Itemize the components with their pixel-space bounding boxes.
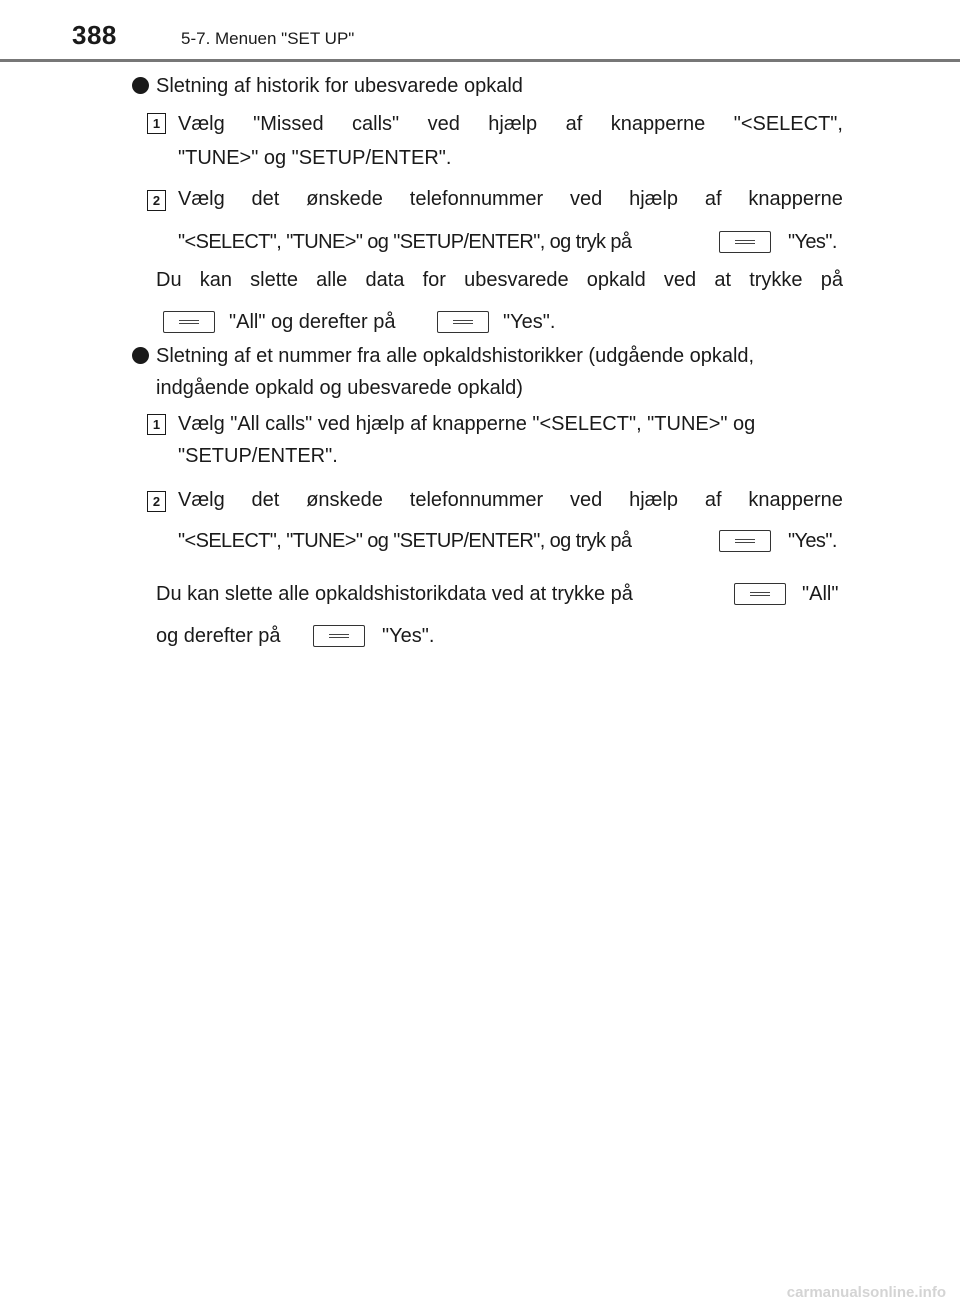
word: af — [704, 188, 722, 210]
word: Du — [156, 269, 182, 291]
word: Vælg — [178, 113, 225, 135]
note-line: "Yes". — [503, 311, 556, 333]
step-line — [178, 490, 843, 510]
note-line: "Yes". — [382, 625, 435, 647]
note-line: og derefter på — [156, 625, 281, 647]
step-line: "<SELECT", "TUNE>" og "SETUP/ENTER", og tryk på — [178, 530, 632, 552]
word: det — [251, 489, 280, 511]
step-line: "TUNE>" og "SETUP/ENTER". — [178, 147, 452, 169]
section-title: Sletning af historik for ubesvarede opkald — [156, 75, 523, 97]
word: ønskede — [306, 489, 383, 511]
step-line — [178, 189, 843, 209]
word: på — [820, 269, 843, 291]
word: calls" — [352, 113, 400, 135]
note-line: Du kan slette alle opkaldshistorikdata ved at trykke på — [156, 583, 633, 605]
step-line: "<SELECT", "TUNE>" og "SETUP/ENTER", og tryk på — [178, 231, 632, 253]
word: opkald — [586, 269, 646, 291]
word: knapperne — [610, 113, 706, 135]
word: telefonnummer — [409, 489, 544, 511]
step-line: "Yes". — [788, 530, 837, 552]
section-title: Sletning af et nummer fra alle opkaldshistorikker (udgående opkald, — [156, 345, 755, 367]
menu-button-icon — [437, 311, 489, 333]
step-number: 2 — [147, 491, 166, 512]
word: telefonnummer — [409, 188, 544, 210]
menu-button-icon — [734, 583, 786, 605]
word: "<SELECT", — [733, 113, 843, 135]
word: af — [704, 489, 722, 511]
word: ubesvarede — [464, 269, 569, 291]
note-line: "All" — [802, 583, 839, 605]
step-line: Vælg "All calls" ved hjælp af knapperne "<SELECT", "TUNE>" og — [178, 413, 756, 435]
step-line: "SETUP/ENTER". — [178, 445, 338, 467]
word: alle — [316, 269, 348, 291]
header-rule — [0, 59, 960, 62]
word: af — [565, 113, 583, 135]
step-number: 2 — [147, 190, 166, 211]
step-line — [178, 114, 843, 134]
step-text — [178, 113, 843, 169]
word: kan — [199, 269, 232, 291]
word: trykke — [749, 269, 803, 291]
word: ved — [663, 269, 697, 291]
step-number: 1 — [147, 414, 166, 435]
word: for — [422, 269, 446, 291]
page-number: 388 — [72, 20, 117, 50]
word: ønskede — [306, 188, 383, 210]
word: Vælg — [178, 489, 225, 511]
word: hjælp — [629, 489, 679, 511]
step-number: 1 — [147, 113, 166, 134]
step-text — [178, 490, 843, 510]
bullet-icon — [132, 77, 149, 94]
word: det — [251, 188, 280, 210]
word: hjælp — [488, 113, 538, 135]
bullet-icon — [132, 347, 149, 364]
menu-button-icon — [163, 311, 215, 333]
word: at — [714, 269, 732, 291]
note-line: "All" og derefter på — [229, 311, 396, 333]
page-header — [0, 0, 960, 62]
note-line — [156, 270, 843, 290]
word: hjælp — [629, 188, 679, 210]
word: data — [365, 269, 405, 291]
word: "Missed — [253, 113, 324, 135]
word: knapperne — [748, 188, 843, 210]
chapter-title: 5-7. Menuen "SET UP" — [181, 29, 355, 48]
step-text — [178, 189, 843, 209]
word: slette — [250, 269, 298, 291]
note-text — [156, 270, 843, 290]
watermark: carmanualsonline.info — [786, 1284, 946, 1301]
menu-button-icon — [719, 231, 771, 253]
word: ved — [570, 188, 603, 210]
word: ved — [570, 489, 603, 511]
word: ved — [427, 113, 460, 135]
word: Vælg — [178, 188, 225, 210]
step-line: "Yes". — [788, 231, 837, 253]
word: knapperne — [748, 489, 843, 511]
section-title: indgående opkald og ubesvarede opkald) — [156, 377, 523, 399]
menu-button-icon — [719, 530, 771, 552]
menu-button-icon — [313, 625, 365, 647]
